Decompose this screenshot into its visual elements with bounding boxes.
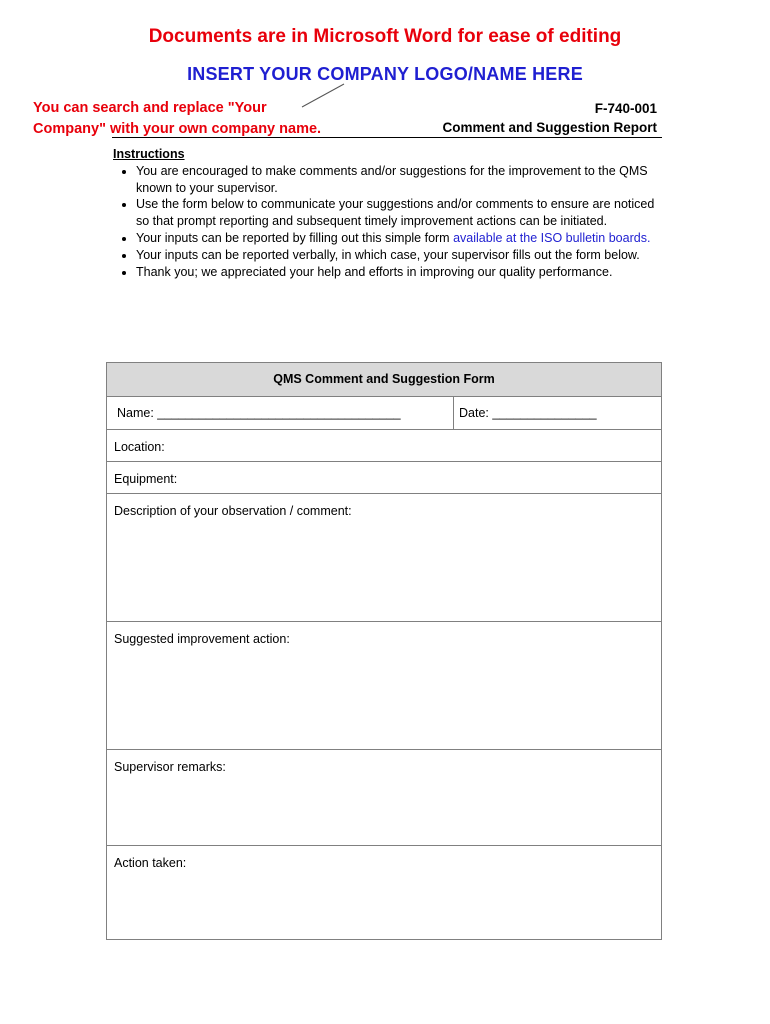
- company-logo-placeholder: INSERT YOUR COMPANY LOGO/NAME HERE: [187, 64, 583, 84]
- suggestion-form: [106, 362, 662, 940]
- instruction-item: • You are encouraged to make comments and/or suggestions for the improvement to the QMS known to your supervisor.: [136, 163, 663, 197]
- description-label: Description of your observation / comment:: [114, 504, 352, 518]
- action-taken-label: Action taken:: [114, 856, 187, 870]
- document-id-block: [442, 99, 657, 137]
- instruction-item: • Your inputs can be reported verbally, in which case, your supervisor fills out the form below.: [136, 247, 663, 264]
- instructions-heading: Instructions: [113, 147, 185, 161]
- location-label: Location:: [114, 440, 165, 454]
- description-field[interactable]: [107, 494, 661, 622]
- supervisor-remarks-field[interactable]: [107, 750, 661, 846]
- suggested-action-label: Suggested improvement action:: [114, 632, 290, 646]
- pointer-arrow-icon: [300, 82, 346, 108]
- name-date-row: [107, 397, 661, 430]
- form-title: QMS Comment and Suggestion Form: [273, 372, 495, 386]
- document-title: Comment and Suggestion Report: [442, 120, 657, 135]
- form-title-row: [107, 363, 661, 397]
- location-field[interactable]: [107, 430, 661, 462]
- search-note-line-2: Company" with your own company name.: [33, 121, 322, 137]
- instructions-section: [113, 146, 663, 280]
- equipment-field[interactable]: [107, 462, 661, 494]
- supervisor-remarks-label: Supervisor remarks:: [114, 760, 226, 774]
- instructions-list: [113, 163, 663, 281]
- editing-banner: Documents are in Microsoft Word for ease of editing: [148, 26, 622, 47]
- date-field[interactable]: Date: _______________: [459, 406, 597, 420]
- action-taken-field[interactable]: [107, 846, 661, 941]
- suggested-action-field[interactable]: [107, 622, 661, 750]
- cell-divider: [453, 397, 454, 429]
- document-number: F-740-001: [594, 101, 657, 116]
- name-field[interactable]: Name: ___________________________________: [117, 406, 401, 420]
- instruction-item: [136, 230, 663, 247]
- equipment-label: Equipment:: [114, 472, 178, 486]
- instruction-item: • Thank you; we appreciated your help and efforts in improving our quality performance.: [136, 264, 663, 281]
- header-divider: [112, 137, 662, 138]
- search-note-line-1: You can search and replace "Your: [33, 100, 267, 116]
- instruction-item-text: Your inputs can be reported by filling out this simple form: [136, 230, 454, 245]
- instruction-item: • Use the form below to communicate your suggestions and/or comments to ensure are noticed so that prompt reporting and subsequent timely improvement actions can be initiated.: [136, 196, 663, 230]
- bulletin-boards-link[interactable]: available at the ISO bulletin boards.: [453, 230, 651, 245]
